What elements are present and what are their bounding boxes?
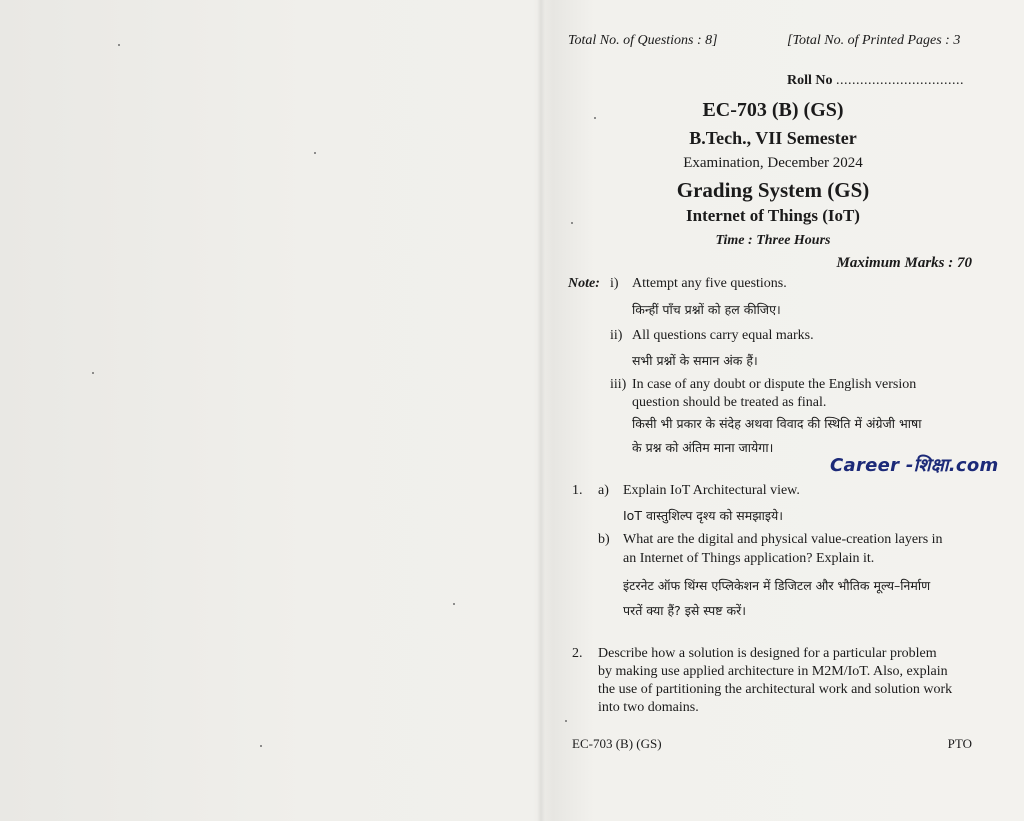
program-semester: B.Tech., VII Semester xyxy=(689,128,857,148)
note-text-en: All questions carry equal marks. xyxy=(632,328,814,343)
roll-no xyxy=(787,73,964,89)
question-text-en: What are the digital and physical value-creation layers in xyxy=(623,532,943,547)
note-text-hi: किन्हीं पाँच प्रश्नों को हल कीजिए। xyxy=(632,302,781,317)
grading-system: Grading System (GS) xyxy=(676,178,870,202)
scan-speck xyxy=(453,603,455,605)
please-turn-over: PTO xyxy=(947,736,972,751)
scan-speck xyxy=(314,152,316,154)
question-text-en: Describe how a solution is designed for a particular problem xyxy=(598,646,937,661)
scan-speck xyxy=(260,745,262,747)
total-printed-pages: [Total No. of Printed Pages : 3 xyxy=(787,33,961,48)
paper-code: EC-703 (B) (GS) xyxy=(702,99,844,121)
note-text-en: question should be treated as final. xyxy=(632,395,827,410)
question-text-hi: IoT वास्तुशिल्प दृश्य को समझाइये। xyxy=(623,508,784,523)
question-text-hi: इंटरनेट ऑफ थिंग्स एप्लिकेशन में डिजिटल और भौतिक मूल्य–निर्माण xyxy=(623,578,931,593)
note-number: i) xyxy=(610,276,619,291)
question-number: 1. xyxy=(572,483,583,498)
watermark-logo: Career -शिक्षा.com xyxy=(830,455,999,476)
note-label: Note: xyxy=(568,276,600,291)
footer-paper-code: EC-703 (B) (GS) xyxy=(572,736,662,751)
note-text-en: In case of any doubt or dispute the English version xyxy=(632,377,917,392)
question-text-en: by making use applied architecture in M2M/IoT. Also, explain xyxy=(598,664,948,679)
note-text-hi: सभी प्रश्नों के समान अंक हैं। xyxy=(632,353,758,368)
question-paper-page xyxy=(568,0,999,821)
note-text-en: Attempt any five questions. xyxy=(632,276,787,291)
scan-speck xyxy=(565,720,567,722)
question-text-en: into two domains. xyxy=(598,700,699,715)
question-text-hi: परतें क्या हैं? इसे स्पष्ट करें। xyxy=(623,603,746,618)
note-text-hi: के प्रश्न को अंतिम माना जायेगा। xyxy=(632,440,774,455)
page-fold xyxy=(537,0,545,821)
exam-time: Time : Three Hours xyxy=(715,233,831,248)
question-text-en: the use of partitioning the architectural work and solution work xyxy=(598,682,953,697)
question-part-label: a) xyxy=(598,483,609,498)
total-questions: Total No. of Questions : 8] xyxy=(568,33,718,48)
question-part-label: b) xyxy=(598,532,610,547)
scan-speck xyxy=(92,372,94,374)
note-number: iii) xyxy=(610,377,627,392)
question-text-en: an Internet of Things application? Explain it. xyxy=(623,551,875,566)
roll-no-blank: ................................ xyxy=(836,73,964,88)
roll-no-label: Roll No xyxy=(787,73,833,88)
question-text-en: Explain IoT Architectural view. xyxy=(623,483,800,498)
note-number: ii) xyxy=(610,328,623,343)
question-number: 2. xyxy=(572,646,583,661)
note-text-hi: किसी भी प्रकार के संदेह अथवा विवाद की स्थिति में अंग्रेजी भाषा xyxy=(632,416,922,431)
subject-title: Internet of Things (IoT) xyxy=(686,206,860,225)
exam-session: Examination, December 2024 xyxy=(683,155,863,171)
scan-speck xyxy=(118,44,120,46)
maximum-marks: Maximum Marks : 70 xyxy=(836,255,972,271)
